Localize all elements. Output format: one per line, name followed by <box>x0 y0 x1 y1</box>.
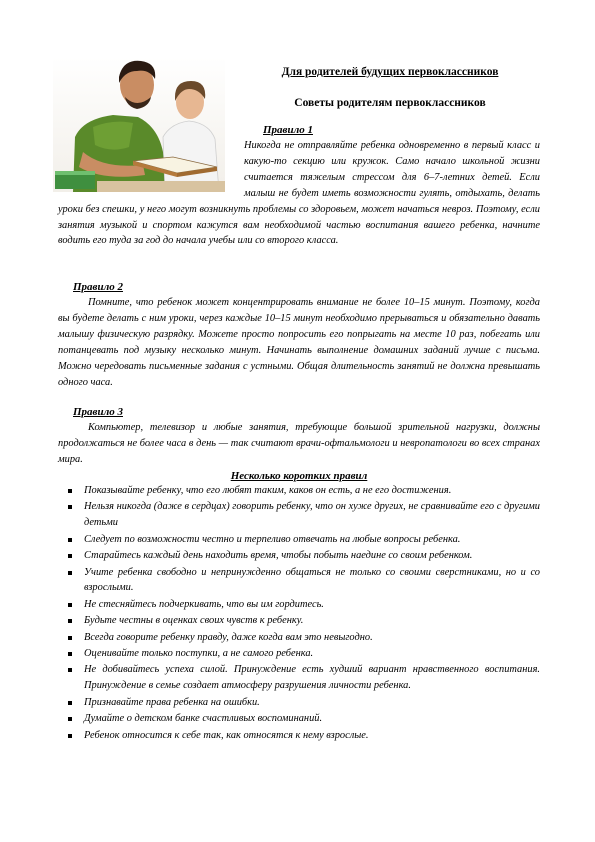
list-item-text: Не стесняйтесь подчеркивать, что вы им гордитесь. <box>84 598 324 610</box>
short-rules-heading: Несколько коротких правил <box>230 470 368 482</box>
bullet-icon <box>68 652 72 656</box>
list-item-text: Думайте о детском банке счастливых воспоминаний. <box>84 713 323 725</box>
bullet-icon <box>68 489 72 493</box>
rule-2-text: Помните, что ребенок может концентрировать внимание не более 10–15 минут. Поэтому, когда вы будете делать с ним уроки, через каждые 10–15 минут необходимо прерываться и обязательно давать малышу физическую разрядку. Можете просто попросить его попрыгать на месте 10 раз, побегать или потанцевать под музыку несколько минут. Начинать выполнение домашних заданий лучше с письма. Можно чередовать письменные задания с устными. Общая длительность занятий не должна превышать одного часа. <box>58 297 540 388</box>
list-item <box>58 613 540 629</box>
bullet-icon <box>68 668 72 672</box>
rule-1-text <box>58 138 540 249</box>
document-title: Для родителей будущих первоклассников <box>281 66 499 78</box>
bullet-icon <box>68 505 72 509</box>
list-item <box>58 662 540 694</box>
bullet-icon <box>68 538 72 542</box>
bullet-icon <box>68 619 72 623</box>
list-item-text: Учите ребенка свободно и непринужденно общаться не только со своими сверстниками, но и со взрослыми. <box>84 566 540 594</box>
list-item-text: Ребенок относится к себе так, как относятся к нему взрослые. <box>84 729 369 741</box>
list-item-text: Оценивайте только поступки, а не самого ребенка. <box>84 648 314 660</box>
bullet-icon <box>68 701 72 705</box>
rule-1-heading: Правило 1 <box>263 124 313 136</box>
list-item <box>58 646 540 662</box>
list-item-text: Не добивайтесь успеха силой. Принуждение есть худший вариант нравственного воспитания. Принуждение в семье создает атмосферу разрушения личности ребенка. <box>84 664 540 692</box>
list-item <box>58 565 540 597</box>
list-item <box>58 711 540 727</box>
list-item <box>58 695 540 711</box>
list-item <box>58 597 540 613</box>
bullet-icon <box>68 603 72 607</box>
bullet-icon <box>68 571 72 575</box>
list-item-text: Будьте честны в оценках своих чувств к ребенку. <box>84 615 304 627</box>
bullet-icon <box>68 554 72 558</box>
list-item <box>58 499 540 531</box>
list-item <box>58 548 540 564</box>
document-subtitle: Советы родителям первоклассников <box>294 97 486 109</box>
short-rules-list <box>58 483 540 744</box>
list-item <box>58 532 540 548</box>
bullet-icon <box>68 734 72 738</box>
list-item <box>58 483 540 499</box>
list-item <box>58 630 540 646</box>
list-item-text: Нельзя никогда (даже в сердцах) говорить ребенку, что он хуже других, не сравнивайте его с другими детьми <box>84 501 540 529</box>
list-item <box>58 728 540 744</box>
rule-3-text: Компьютер, телевизор и любые занятия, требующие большой зрительной нагрузки, должны продолжаться не более часа в день — так считают врачи-офтальмологи и невропатологи во всех странах мира. <box>58 422 540 465</box>
list-item-text: Признавайте права ребенка на ошибки. <box>84 696 260 708</box>
list-item-text: Следует по возможности честно и терпеливо отвечать на любые вопросы ребенка. <box>84 533 461 545</box>
rule-1-body: Никогда не отправляйте ребенка одновременно в первый класс и какую-то секцию или кружок. Само начало школьной жизни считается тяжелым стрессом для 6–7-летних детей. Если малыш не будет иметь возможности гулять, отдыхать, делать уроки без спешки, у него могут возникнуть проблемы со здоровьем, может начаться невроз. Поэтому, если занятия музыкой и спортом кажутся вам необходимой частью воспитания вашего ребенка, начните водить его туда за год до начала учебы или со второго класса. <box>58 140 540 247</box>
list-item-text: Старайтесь каждый день находить время, чтобы побыть наедине со своим ребенком. <box>84 550 473 562</box>
bullet-icon <box>68 636 72 640</box>
bullet-icon <box>68 717 72 721</box>
list-item-text: Всегда говорите ребенку правду, даже когда вам это невыгодно. <box>84 631 373 643</box>
rule-3-heading: Правило 3 <box>73 406 123 418</box>
rule-2-heading: Правило 2 <box>73 281 123 293</box>
image-wrap-space <box>58 138 244 186</box>
list-item-text: Показывайте ребенку, что его любят таким, каков он есть, а не его достижения. <box>84 485 452 496</box>
